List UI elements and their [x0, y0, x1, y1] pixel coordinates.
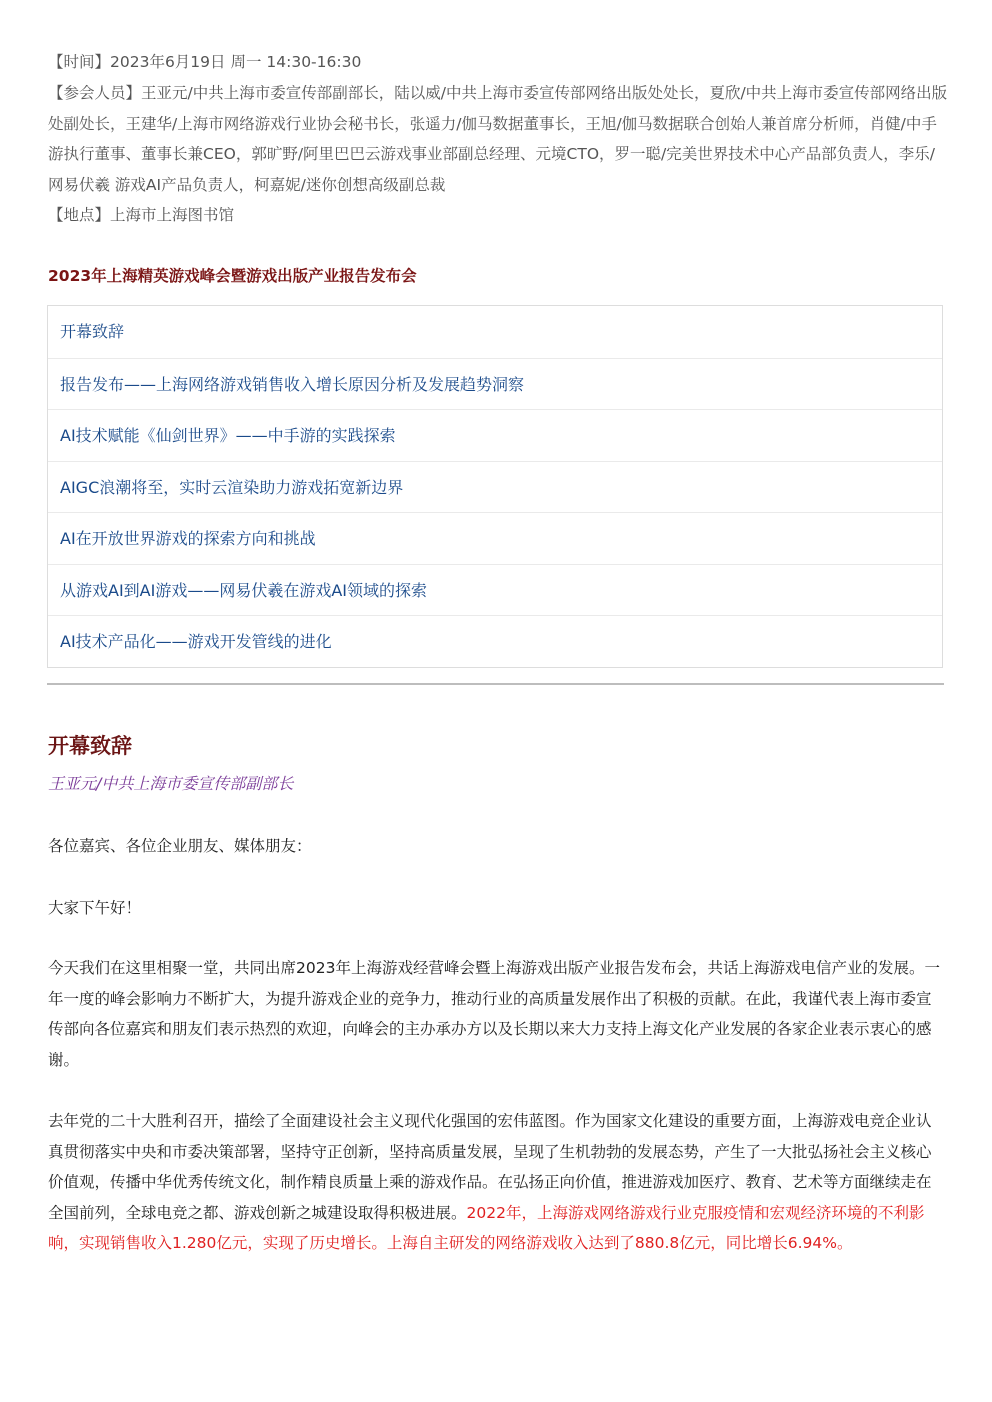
section-divider	[47, 683, 944, 685]
event-title: 2023年上海精英游戏峰会暨游戏出版产业报告发布会	[48, 267, 417, 285]
meeting-time	[48, 47, 948, 78]
meeting-time-text: 【时间】2023年6月19日 周一 14:30-16:30	[48, 53, 362, 71]
hello-paragraph: 大家下午好！	[48, 899, 142, 917]
meeting-attendees-text: 【参会人员】王亚元/中共上海市委宣传部副部长，陆以威/中共上海市委宣传部网络出版处处长，夏欣/中共上海市委宣传部网络出版处副处长，王建华/上海市网络游戏行业协会秘书长，张遥力/伽马数据董事长，王旭/伽马数据联合创始人兼首席分析师，肖健/中手游执行董事、董事长兼CEO，郭旷野/阿里巴巴云游戏事业部副总经理、元境CTO，罗一聪/完美世界技术中心产品部负责人，李乐/网易伏羲 游戏AI产品负责人，柯嘉妮/迷你创想高级副总裁	[48, 84, 948, 194]
highlighted-statistics: 2022年，上海游戏网络游戏行业克服疫情和宏观经济环境的不利影响，实现销售收入1.280亿元，实现了历史增长。上海自主研发的网络游戏收入达到了880.8亿元，同比增长6.94%。	[48, 1203, 925, 1252]
table-of-contents	[47, 305, 943, 668]
body-paragraph-2-text: 去年党的二十大胜利召开，描绘了全面建设社会主义现代化强国的宏伟蓝图。作为国家文化建设的重要方面，上海游戏电竞企业认真贯彻落实中央和市委决策部署，坚持守正创新，坚持高质量发展，呈现了生机勃勃的发展态势，产生了一大批弘扬社会主义核心价值观，传播中华优秀传统文化，制作精良质量上乘的游戏作品。在弘扬正向价值，推进游戏加医疗、教育、艺术等方面继续走在全国前列，全球电竞之都、游戏创新之城建设取得积极进展。	[48, 1112, 932, 1222]
section-heading: 开幕致辞	[48, 734, 132, 758]
meeting-attendees	[48, 78, 948, 200]
meeting-place	[48, 200, 948, 231]
toc-item-ai-xianjian[interactable]: AI技术赋能《仙剑世界》——中手游的实践探索	[48, 409, 942, 461]
toc-item-netease-fuxi[interactable]: 从游戏AI到AI游戏——网易伏羲在游戏AI领域的探索	[48, 564, 942, 616]
body-paragraph-2	[48, 1106, 944, 1259]
toc-item-ai-open-world[interactable]: AI在开放世界游戏的探索方向和挑战	[48, 512, 942, 564]
speaker-byline: 王亚元/中共上海市委宣传部副部长	[48, 774, 294, 793]
toc-item-aigc-cloud-rendering[interactable]: AIGC浪潮将至，实时云渲染助力游戏拓宽新边界	[48, 461, 942, 513]
meeting-place-text: 【地点】上海市上海图书馆	[48, 206, 235, 224]
greeting-paragraph: 各位嘉宾、各位企业朋友、媒体朋友：	[48, 837, 312, 855]
body-paragraph-1: 今天我们在这里相聚一堂，共同出席2023年上海游戏经营峰会暨上海游戏出版产业报告发布会，共话上海游戏电信产业的发展。一年一度的峰会影响力不断扩大，为提升游戏企业的竞争力，推动行业的高质量发展作出了积极的贡献。在此，我谨代表上海市委宣传部向各位嘉宾和朋友们表示热烈的欢迎，向峰会的主办承办方以及长期以来大力支持上海文化产业发展的各家企业表示衷心的感谢。	[48, 959, 940, 1069]
toc-item-report-release[interactable]: 报告发布——上海网络游戏销售收入增长原因分析及发展趋势洞察	[48, 358, 942, 410]
toc-item-ai-productization[interactable]: AI技术产品化——游戏开发管线的进化	[48, 615, 942, 667]
toc-item-opening-remarks[interactable]: 开幕致辞	[60, 322, 125, 341]
